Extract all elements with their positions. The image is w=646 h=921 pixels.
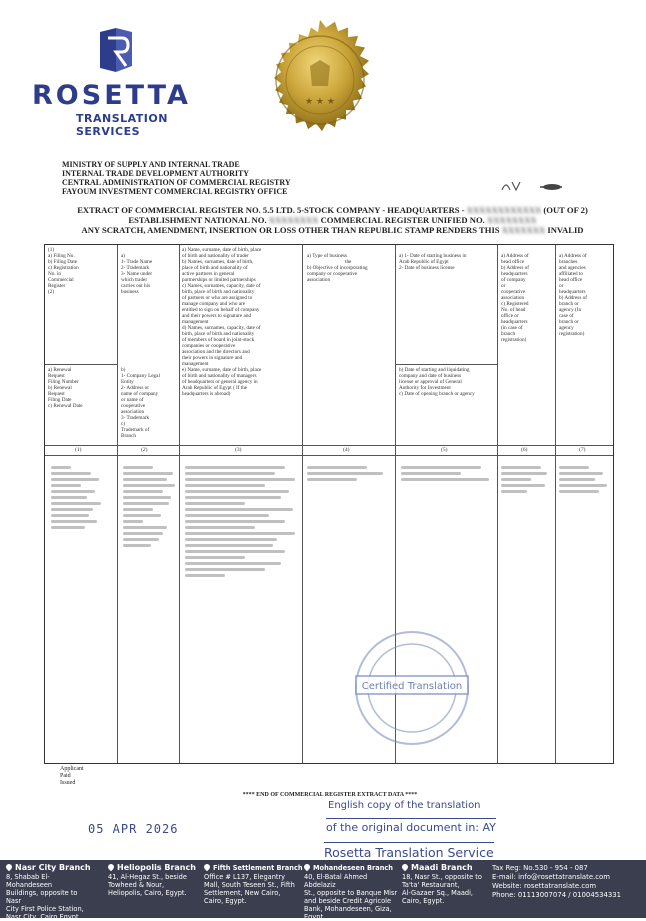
applicant-block: Applicant Paid Issued [60,766,84,786]
date-stamp: 05 APR 2026 [88,822,179,836]
round-stamp-text: Certified Translation [361,681,463,692]
column-number: (7) [579,447,586,453]
extract-title [55,205,610,235]
footer-contact [492,864,621,900]
gold-seal-icon [250,8,390,148]
register-table [44,244,614,764]
column-divider [555,245,556,763]
location-pin-icon [107,863,115,871]
redacted-cell-content [185,463,299,580]
column-number: (4) [343,447,350,453]
extract-line2-mid: COMMERCIAL REGISTER UNIFIED NO. [320,215,485,225]
certification-line: English copy of the translation [328,800,481,811]
header-col7: a) Address of branches and agencies affiliated to head office or headquarters b) Address of branch or agency (In case of branch or agency registration) [559,253,587,337]
header-col3: a) Name, surname, date of birth, place of birth and nationality of trader b) Names, surnames, date of birth, place of birth and nationality of active partners in general partnerships or limited partnerships c) Names, surnames, capacity, date of birth, place of birth and nationality of partners or who are assigned to manage company and who are entitled to sign on behalf of company and their powers to signature and management d) Names, surnames, capacity, date of birth, place of birth and nationality of members of board in joint-stock companies or cooperative association and the directors and their powers in signature and management e) Name, surname, date of birth, place of birth and nationality of managers of headquarters or general agency in Arab Republic of Egypt ( If the headquarters is abroad) [182,247,262,397]
redacted-text: XXXXXXXX [486,215,537,225]
redacted-cell-content [51,463,111,532]
redacted-cell-content [123,463,177,550]
column-number: (2) [141,447,148,453]
end-of-extract-line: **** END OF COMMERCIAL REGISTER EXTRACT DATA **** [242,792,418,798]
redacted-text: XXXXXXX [501,225,546,235]
location-pin-icon [203,863,211,871]
ministry-line: INTERNAL TRADE DEVELOPMENT AUTHORITY [62,169,250,178]
svg-text:★ ★ ★: ★ ★ ★ [305,97,335,107]
ministry-line: MINISTRY OF SUPPLY AND INTERNAL TRADE [62,160,240,169]
redacted-text: XXXXXXXXXXXX [466,205,542,215]
footer-branch: Fifth Settlement Branch Office # L137, Elegantry Mall, South Teseen St., Fifth Settlement, New Cairo, Cairo, Egypt. [204,864,303,905]
ministry-header [62,160,291,196]
row-divider [395,364,497,365]
extract-line3: ANY SCRATCH, AMENDMENT, INSERTION OR LOSS OTHER THAN REPUBLIC STAMP RENDERS THIS [81,225,500,235]
brand-subtitle: TRANSLATION SERVICES [76,112,168,138]
header-col2-bottom: b) 1- Company Legal Entity 2- Address or name of company or name of cooperative association 3- Trademark c) Trademark of Branch [121,367,160,439]
certification-stamp [322,796,506,862]
header-col1-top: (1) a) Filing No. b) Filing Date c) Registration No. in Commercial Register (2) [48,247,79,295]
column-divider [179,245,180,763]
location-pin-icon [401,863,409,871]
redacted-text: XXXXXXXX [268,215,319,225]
footer-branch: Mohandeseen Branch 40, El-Batal Ahmed Abdelaziz St., opposite to Banque Misr and beside Credit Agricole Bank, Mohandeseen, Giza, Egypt. [304,864,398,921]
ministry-line: FAYOUM INVESTMENT COMMERCIAL REGISTRY OFFICE [62,187,288,196]
header-col5-top: a) 1- Date of starting business in Arab Republic of Egypt 2- Date of business license [399,253,467,271]
redacted-cell-content [501,463,551,496]
header-col2-top: a) 1- Trade Name 2- Trademark 3- Name under which trader carries out his business [121,253,153,295]
brand-name: ROSETTA [32,80,191,111]
column-divider [497,245,498,763]
certification-line: Rosetta Translation Service [324,842,494,860]
extract-line3-tail: INVALID [547,225,584,235]
email-link[interactable]: E-mail: info@rosettatranslate.com [492,873,610,881]
footer-branch: Nasr City Branch 8, Shabab El-Mohandeseen Buildings, opposite to Nasr City First Police Station, Nasr City, Cairo Egypt. [6,863,91,921]
column-number: (5) [441,447,448,453]
header-col5-bottom: b) Date of starting and liquidating company and date of business license or approval of General Authority for Investment c) Date of opening branch or agency [399,367,475,397]
column-divider [117,245,118,763]
row-divider [45,364,117,365]
handwritten-initials-icon [500,178,570,199]
header-col4: a) Type of business the b) Objective of incorporating company or cooperative association [307,253,368,283]
tax-reg: Tax Reg: No.530 - 954 - 087 [492,864,588,872]
row-divider [45,445,613,446]
footer-branch: Maadi Branch 18, Nasr St., opposite to Ta'ta' Restaurant, Al-Gazaer Sq., Maadi, Cairo, Egypt. [402,863,482,905]
column-number: (6) [521,447,528,453]
redacted-cell-content [307,463,387,484]
extract-line2: ESTABLISHMENT NATIONAL NO. [128,215,267,225]
location-pin-icon [5,863,13,871]
redacted-cell-content [559,463,611,496]
row-divider [45,455,613,456]
column-number: (1) [75,447,82,453]
footer-branch: Heliopolis Branch 41, Al-Hegaz St., beside Towheed & Nour, Heliopolis, Cairo, Egypt. [108,863,196,897]
extract-line1-tail: (OUT OF 2) [543,205,588,215]
rosetta-logo-icon [94,26,138,74]
certification-line: of the original document in: AY [326,818,496,834]
ministry-line: CENTRAL ADMINISTRATION OF COMMERCIAL REGISTRY [62,178,291,187]
header-col1-bottom: a) Renewal Request Filing Number b) Renewal Request Filing Date c) Renewal Date [48,367,83,409]
location-pin-icon [303,863,311,871]
website-link[interactable]: Website: rosettatranslate.com [492,882,597,890]
certified-translation-stamp-icon [352,628,472,748]
extract-line1: EXTRACT OF COMMERCIAL REGISTER NO. 5.5 LTD. 5-STOCK COMPANY - HEADQUARTERS - [77,205,465,215]
redacted-cell-content [401,463,491,484]
rosetta-logo [28,24,218,138]
footer [0,860,646,921]
header-col6: a) Address of head office b) Address of headquarters of company or cooperative association c) Registered No. of head office or headquarters (in case of branch registration) [501,253,529,343]
column-divider [302,245,303,763]
column-number: (3) [235,447,242,453]
phone-numbers: Phone: 01113007074 / 01004534331 [492,891,622,899]
